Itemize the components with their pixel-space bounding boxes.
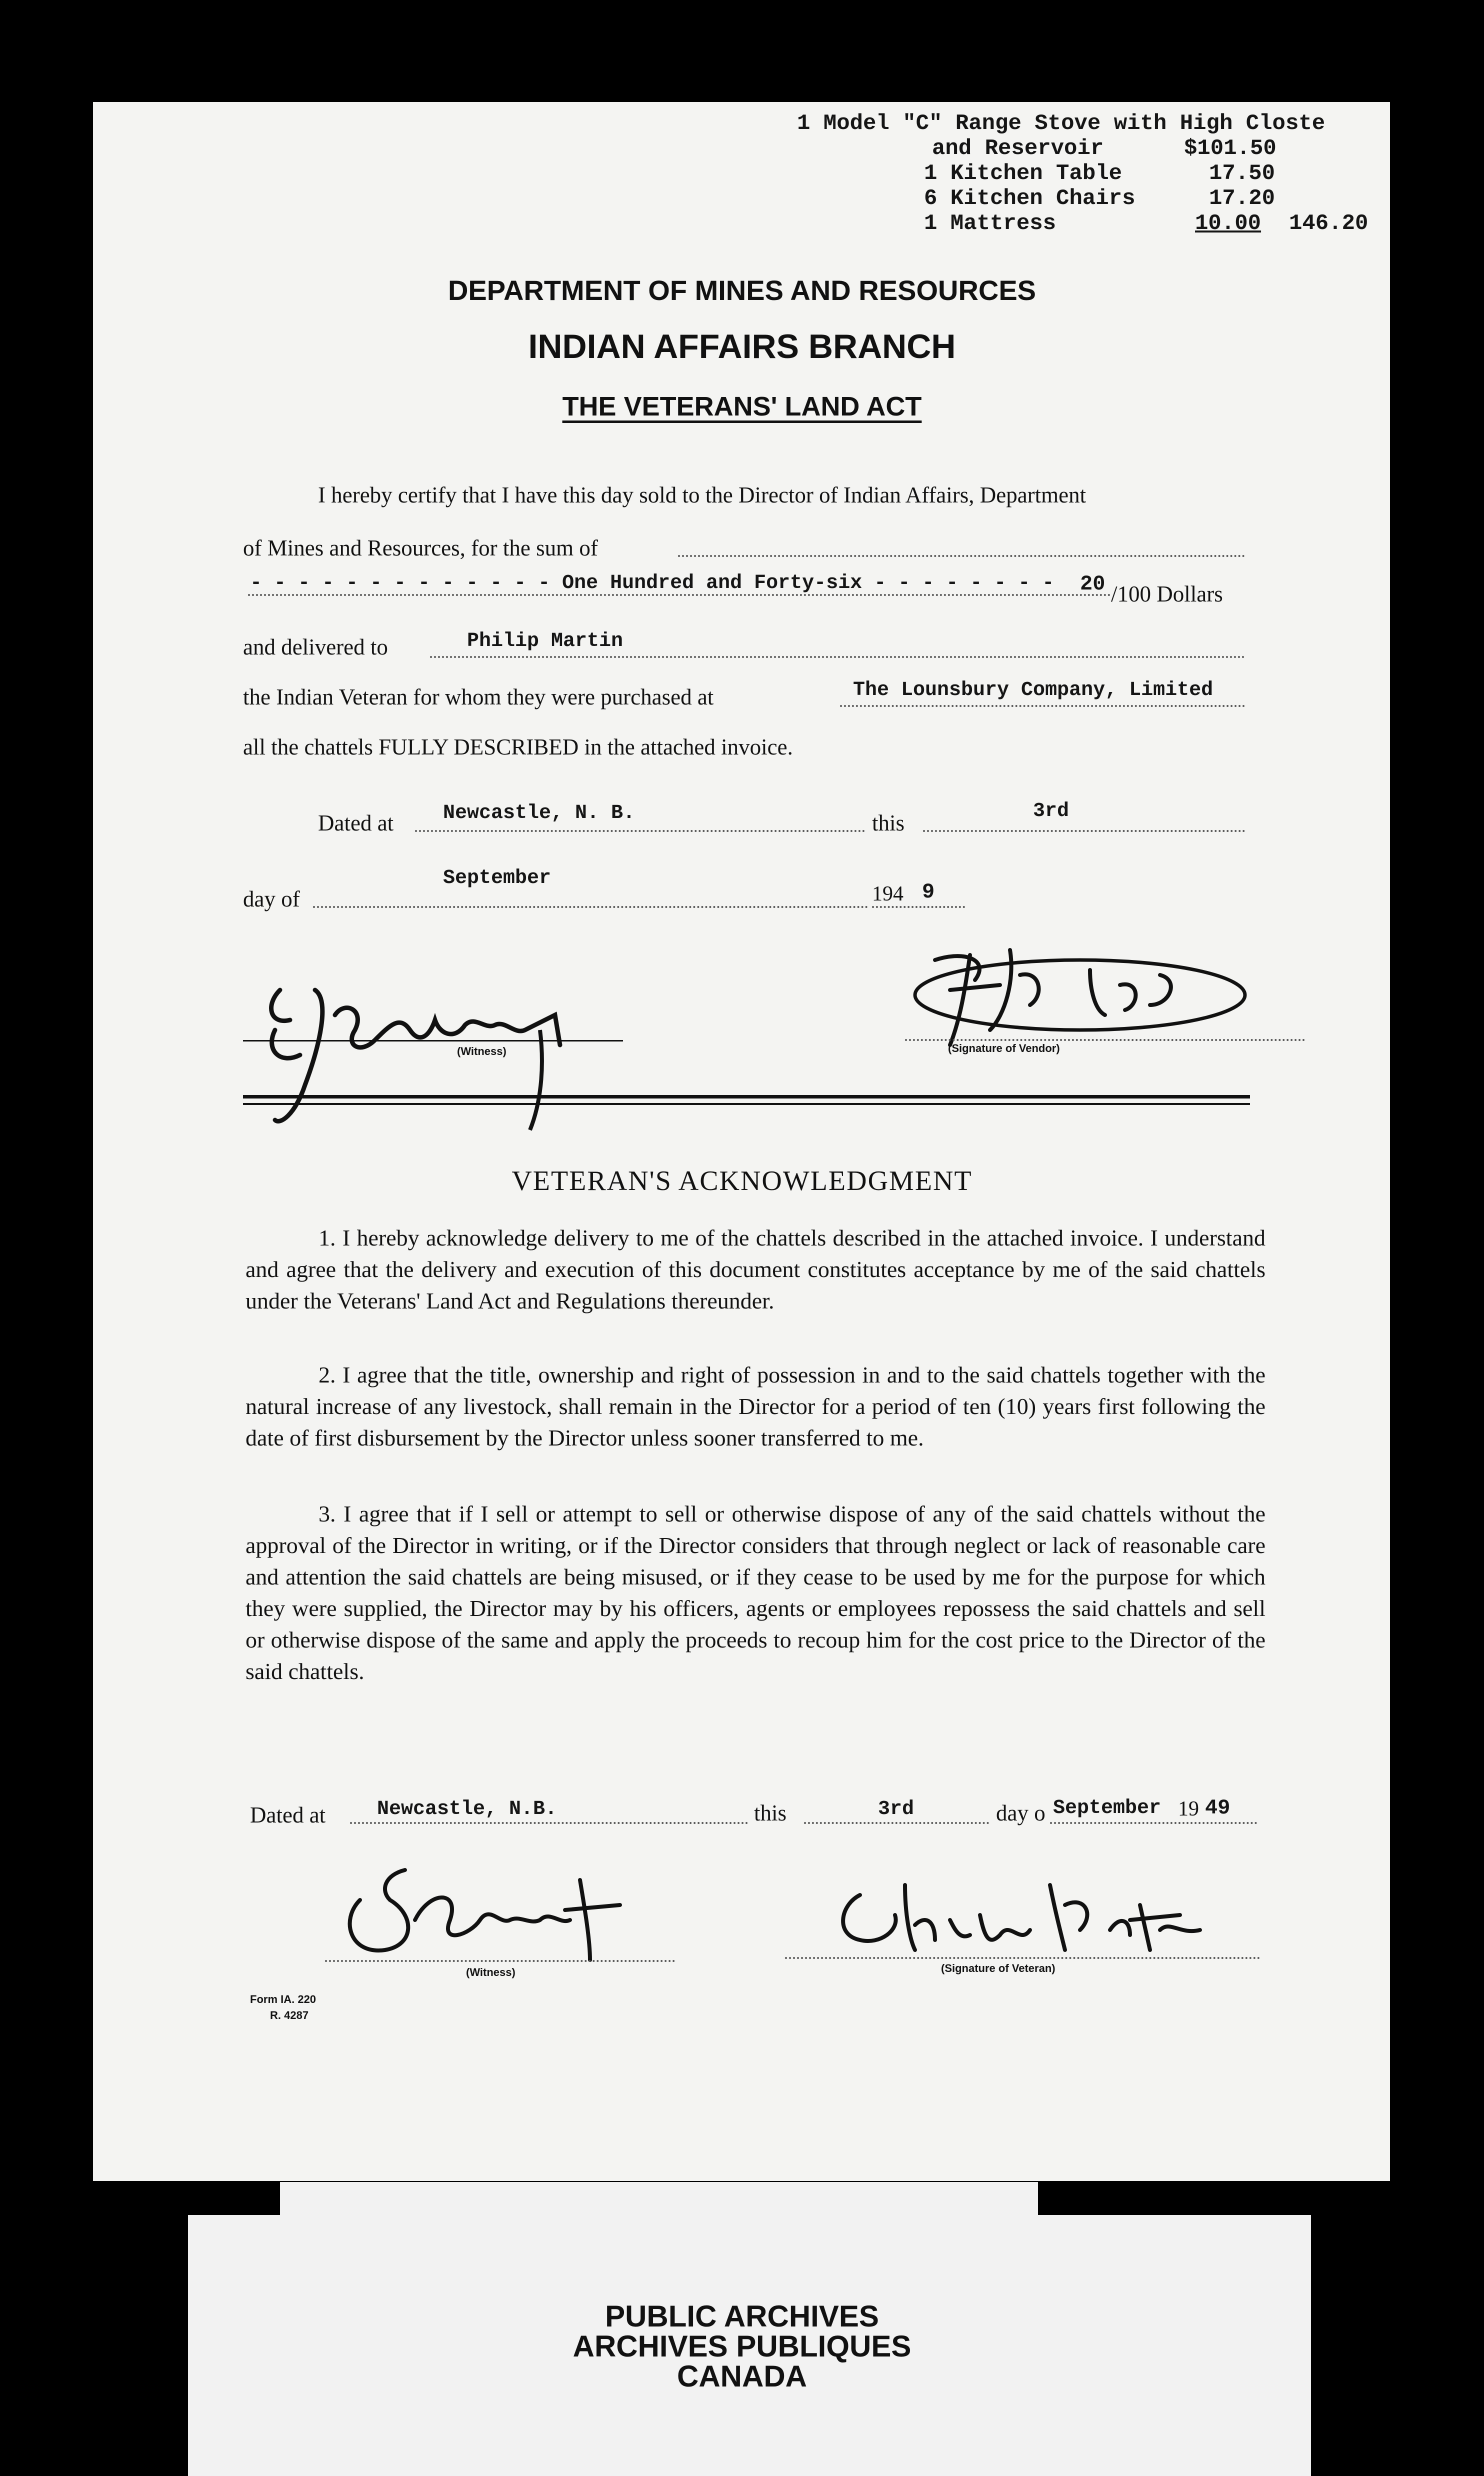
purchased-label: the Indian Veteran for whom they were purchased at	[243, 684, 714, 710]
archive-line-1: PUBLIC ARCHIVES	[605, 2300, 879, 2333]
witness-2-line	[325, 1960, 675, 1962]
ack-month: September	[1053, 1797, 1162, 1820]
invoice-total: 146.20	[1289, 211, 1368, 236]
invoice-line-4-price: 17.20	[1209, 186, 1276, 211]
day-line	[923, 830, 1245, 832]
ack-year-prefix: 19	[1178, 1798, 1199, 1820]
certificate-intro: I hereby certify that I have this day sold to the Director of Indian Affairs, Department	[318, 482, 1086, 508]
branch-heading: INDIAN AFFAIRS BRANCH	[528, 328, 956, 366]
witness-1-caption: (Witness)	[457, 1045, 506, 1058]
year-prefix: 194	[872, 882, 904, 906]
invoice-line-3: 1 Kitchen Table	[924, 161, 1122, 186]
delivered-to: Philip Martin	[467, 630, 624, 652]
veteran-caption: (Signature of Veteran)	[941, 1962, 1056, 1974]
vendor-caption: (Signature of Vendor)	[948, 1042, 1060, 1054]
witness-1-signature	[260, 970, 590, 1135]
invoice-line-2-price: $101.50	[1184, 136, 1276, 161]
invoice-line-3-price: 17.50	[1209, 161, 1276, 186]
section-divider-bottom	[243, 1103, 1250, 1105]
amount-words: - - - - - - - - - - - - - One Hundred and Forty-six - - - - - - - -	[250, 572, 1054, 594]
witness-1-line	[243, 1040, 623, 1042]
ack-year-suffix: 49	[1205, 1796, 1230, 1820]
ack-place: Newcastle, N.B.	[377, 1798, 558, 1820]
invoice-line-4: 6 Kitchen Chairs	[924, 186, 1136, 211]
year-line	[872, 906, 965, 908]
form-reference: R. 4287	[270, 2009, 309, 2022]
acknowledgment-heading: VETERAN'S ACKNOWLEDGMENT	[512, 1166, 972, 1196]
form-number: Form IA. 220	[250, 1993, 316, 2006]
month-line	[313, 906, 868, 908]
vendor-signature	[890, 940, 1260, 1055]
invoice-line-2: and Reservoir	[932, 136, 1104, 161]
vendor-signature-line	[905, 1039, 1305, 1041]
day-of-label: day of	[243, 886, 300, 912]
ack-day-of-label: day o	[996, 1800, 1046, 1826]
archive-line-2: ARCHIVES PUBLIQUES	[572, 2330, 912, 2363]
department-heading: DEPARTMENT OF MINES AND RESOURCES	[448, 274, 1036, 306]
amount-cents: 20	[1080, 572, 1106, 596]
dated-place: Newcastle, N. B.	[443, 802, 636, 824]
section-divider-top	[243, 1095, 1250, 1098]
veteran-signature-line	[785, 1957, 1260, 1959]
chattels-text: all the chattels FULLY DESCRIBED in the attached invoice.	[243, 734, 793, 760]
acknowledgment-paragraph-1: 1. I hereby acknowledge delivery to me of the chattels described in the attached invoice. I understand and agree that the delivery and execution of this document constitutes acceptance by me of the said chattels under the Veterans' Land Act and Regulations thereunder.	[246, 1225, 1266, 1314]
ack-dated-label: Dated at	[250, 1802, 326, 1828]
invoice-line-5: 1 Mattress	[924, 211, 1056, 236]
vendor-line	[840, 705, 1245, 707]
acknowledgment-paragraph-3: 3. I agree that if I sell or attempt to sell or otherwise dispose of any of the said chattels without the approval of the Director in writing, or if the Director considers that through neglect or lack of reasonable care and attention the said chattels are being misused, or if they cease to be used by me for the purpose for which they were supplied, the Director may by his officers, agents or employees repossess the said chattels and sell or otherwise dispose of the same and apply the proceeds to recoup him for the cost price to the Director of the said chattels.	[246, 1501, 1266, 1684]
archive-line-3: CANADA	[677, 2360, 807, 2393]
ack-month-line	[1050, 1822, 1257, 1824]
sum-line	[678, 555, 1245, 557]
ack-day: 3rd	[878, 1798, 914, 1820]
delivered-line	[430, 656, 1245, 658]
year-suffix: 9	[922, 880, 935, 904]
dated-label: Dated at	[318, 810, 394, 836]
this-label: this	[872, 810, 905, 836]
act-heading: THE VETERANS' LAND ACT	[562, 392, 922, 422]
vendor-name: The Lounsbury Company, Limited	[853, 679, 1214, 702]
certificate-line-2: of Mines and Resources, for the sum of	[243, 536, 598, 560]
amount-line	[248, 594, 1111, 596]
dated-month: September	[443, 867, 552, 890]
dated-day: 3rd	[1033, 800, 1070, 822]
delivered-label: and delivered to	[243, 634, 388, 660]
invoice-line-5-price: 10.00	[1195, 211, 1262, 236]
place-line	[415, 830, 865, 832]
veteran-signature	[830, 1875, 1210, 1960]
witness-2-caption: (Witness)	[466, 1966, 516, 1978]
invoice-line-1: 1 Model "C" Range Stove with High Closte	[797, 111, 1326, 136]
ack-this-label: this	[754, 1800, 787, 1826]
acknowledgment-paragraph-2: 2. I agree that the title, ownership and right of possession in and to the said chattels together with the natural increase of any livestock, shall remain in the Director for a period of ten (10) years first following the date of first disbursement by the Director unless sooner transferred to me.	[246, 1362, 1266, 1450]
ack-place-line	[350, 1822, 748, 1824]
ack-day-line	[804, 1822, 989, 1824]
amount-cents-suffix: /100 Dollars	[1111, 582, 1223, 606]
